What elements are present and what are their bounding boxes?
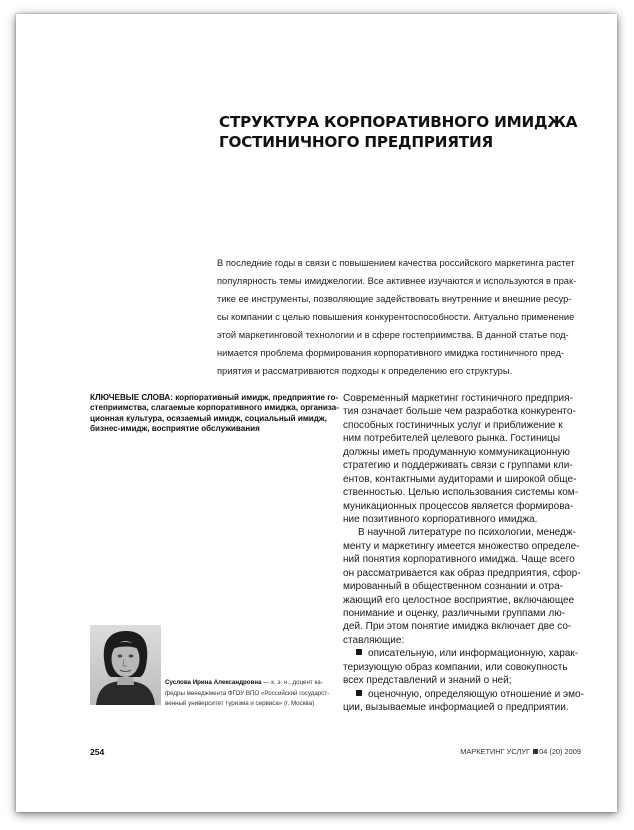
page-number: 254 <box>90 747 105 757</box>
body-line-text: дей. При этом понятие имиджа включает две со- <box>343 621 572 633</box>
body-line <box>343 567 605 580</box>
article-title <box>219 112 599 152</box>
body-line <box>343 553 605 566</box>
body-line <box>343 688 605 701</box>
keywords-block <box>90 393 350 435</box>
caption-line <box>165 678 355 689</box>
body-line-text: он рассматривается как образ предприятия, сфор- <box>343 567 581 579</box>
body-line-text: ентов, контактными аудиторами и широкой обще- <box>343 473 577 485</box>
body-line-text: должны иметь продуманную коммуникационную <box>343 446 570 458</box>
body-line <box>343 405 605 418</box>
body-line <box>343 607 605 620</box>
body-line <box>343 432 605 445</box>
caption-line: федры менеджмента ФГОУ ВПО «Российский государст- <box>165 689 330 697</box>
body-line <box>343 594 605 607</box>
body-line-text: муникационных процессов является формирова- <box>343 500 574 512</box>
author-caption <box>165 678 355 710</box>
body-line <box>343 392 605 405</box>
article-abstract <box>217 254 597 380</box>
body-line-text: способных гостиничных услуг и приближение к <box>343 419 563 431</box>
abstract-line: В последние годы в связи с повышением качества российского маркетинга растет <box>217 258 575 268</box>
square-bullet-icon <box>356 690 362 696</box>
body-line-text: ставляющие: <box>343 634 405 646</box>
body-line <box>343 647 605 660</box>
body-line-text: ции, вызываемые информацией о предприятии. <box>343 702 569 714</box>
body-line-text: менту и маркетингу имеется множество определе- <box>343 540 580 552</box>
abstract-line: тике ее инструменты, позволяющие задействовать внутренние и внешние ресур- <box>217 294 572 304</box>
article-body <box>343 392 605 715</box>
body-line <box>343 620 605 633</box>
abstract-line: нимается проблема формирования корпоративного имиджа гостиничного пред- <box>217 348 565 358</box>
caption-text: — к. э. н., доцент ка- <box>261 679 323 686</box>
journal-page <box>16 14 617 812</box>
journal-footer <box>460 747 581 756</box>
body-line-text: оценочную, определяющую отношение и эмо- <box>368 688 584 700</box>
abstract-line: популярность темы имиджелогии. Все активнее изучаются и используются в прак- <box>217 276 577 286</box>
caption-line: венный университет туризма и сервиса» (г. Москва) <box>165 700 315 707</box>
body-line <box>343 459 605 472</box>
body-line-text: ний понятия корпоративного имиджа. Чаще всего <box>343 554 575 566</box>
keywords-line: бизнес-имидж, восприятие обслуживания <box>90 424 260 434</box>
body-line-text: тия означает больше чем разработка конкуренто- <box>343 406 576 418</box>
body-line <box>343 540 605 553</box>
abstract-line: сы компании с целью повышения конкурентоспособности. Актуально применение <box>217 312 575 322</box>
body-line <box>343 473 605 486</box>
square-bullet-icon <box>533 749 538 754</box>
body-line <box>343 500 605 513</box>
body-line-text: всех представлений и знаний о ней; <box>343 675 512 687</box>
square-bullet-icon <box>356 649 362 655</box>
body-line <box>343 513 605 526</box>
title-line: СТРУКТУРА КОРПОРАТИВНОГО ИМИДЖА <box>219 113 578 131</box>
keywords-line: КЛЮЧЕВЫЕ СЛОВА: корпоративный имидж, предприятие го- <box>90 393 339 402</box>
body-line <box>343 634 605 647</box>
body-line-text: теризующую образ компании, или совокупность <box>343 661 568 673</box>
body-line-text: мированный в общественном сознании и отра- <box>343 581 564 593</box>
keywords-line: ционная культура, осязаемый имидж, социальный имидж, <box>90 413 327 423</box>
body-line-text: В научной литературе по психологии, менедж- <box>358 527 576 539</box>
body-line <box>343 486 605 499</box>
author-photo <box>90 625 161 705</box>
abstract-line: приятия и рассматриваются подходы к определению его структуры. <box>217 366 513 376</box>
body-line-text: жающий его целостное восприятие, включающее <box>343 594 575 606</box>
body-line <box>343 446 605 459</box>
body-line <box>343 701 605 714</box>
body-line-text: понимание и оценку, различными группами лю- <box>343 608 566 619</box>
journal-name: МАРКЕТИНГ УСЛУГ <box>460 747 531 756</box>
body-line <box>343 661 605 674</box>
body-line <box>343 580 605 593</box>
body-line-text: ственностью. Целью использования системы ком- <box>343 487 579 499</box>
body-line-text: описательную, или информационную, харак- <box>368 648 579 660</box>
body-line-text: ним потребителей целевого рынка. Гостиницы <box>343 433 561 445</box>
body-line <box>343 419 605 432</box>
title-line: ГОСТИНИЧНОГО ПРЕДПРИЯТИЯ <box>219 133 493 151</box>
abstract-line: этой маркетинговой технологии и в сфере гостеприимства. В данной статье под- <box>217 330 569 340</box>
author-name: Суслова Ирина Александровна <box>165 679 262 686</box>
body-line <box>343 674 605 687</box>
body-line <box>343 526 605 539</box>
body-line-text: ние позитивного корпоративного имиджа. <box>343 513 538 525</box>
body-line-text: стратегию и поддерживать связи с группами кли- <box>343 460 573 472</box>
journal-issue: 04 (20) 2009 <box>539 747 581 756</box>
author-portrait-image <box>90 625 161 705</box>
keywords-line: степриимства, слагаемые корпоративного имиджа, организа- <box>90 403 339 413</box>
body-line-text: Современный маркетинг гостиничного предприя- <box>343 393 573 404</box>
